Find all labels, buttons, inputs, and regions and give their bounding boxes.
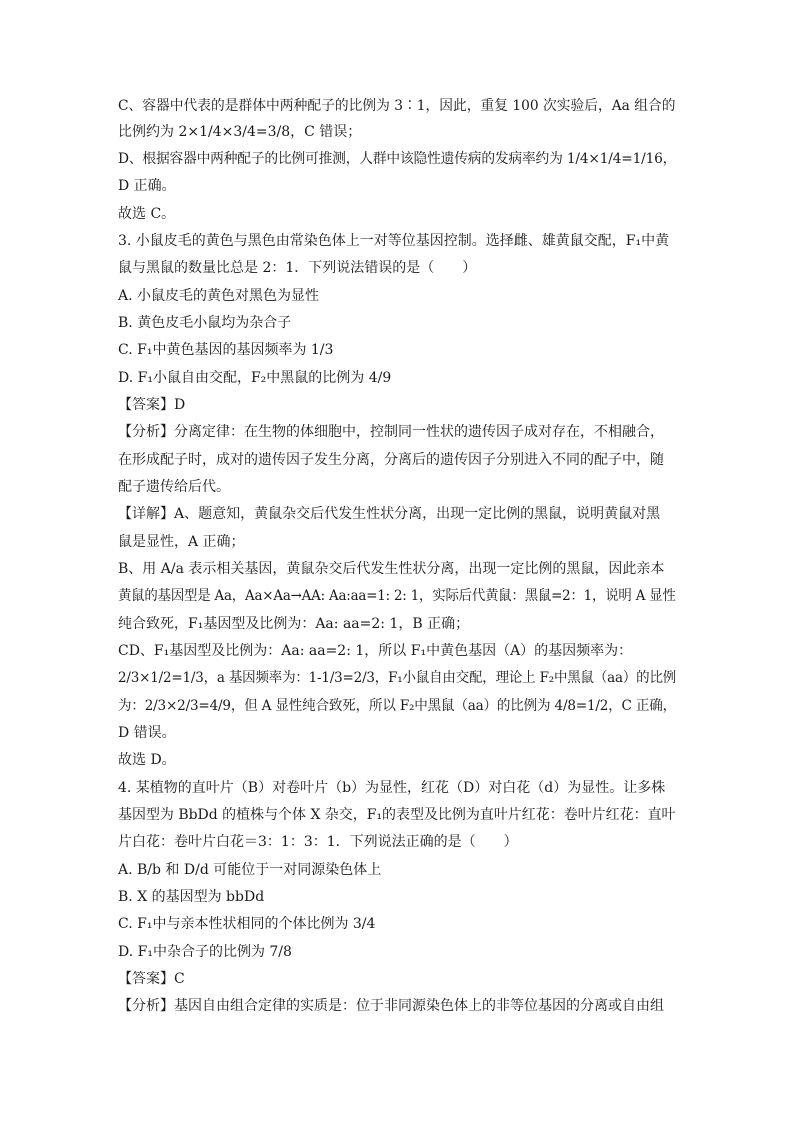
text-line: B、用 A/a 表示相关基因，黄鼠杂交后代发生性状分离，出现一定比例的黑鼠，因此亲本 [118, 561, 665, 577]
text-line: 故选 D。 [118, 752, 176, 768]
text-line: 配子遗传给后代。 [118, 479, 230, 495]
text-line: D 错误。 [118, 725, 176, 741]
text-line: 故选 C。 [118, 206, 176, 222]
option-c: C. F₁中与亲本性状相同的个体比例为 3/4 [118, 916, 376, 932]
text-line: 2/3×1/2=1/3，a 基因频率为：1-1/3=2/3，F₁小鼠自由交配，理论上 F₂中黑鼠（aa）的比例 [118, 670, 677, 686]
text-line: 比例约为 2×1/4×3/4=3/8，C 错误； [118, 124, 362, 140]
text-line: 在形成配子时，成对的遗传因子发生分离，分离后的遗传因子分别进入不同的配子中，随 [118, 452, 664, 468]
analysis-text: 【分析】分离定律：在生物的体细胞中，控制同一性状的遗传因子成对存在，不相融合， [118, 424, 664, 440]
text-line: C、容器中代表的是群体中两种配子的比例为 3∶1，因此，重复 100 次实验后，Aa 组合的 [118, 98, 676, 114]
analysis-text: 【分析】基因自由组合定律的实质是：位于非同源染色体上的非等位基因的分离或自由组 [118, 998, 664, 1014]
option-b: B. X 的基因型为 bbDd [118, 889, 265, 905]
text-line: 片白花：卷叶片白花＝3：1：3：1．下列说法正确的是（ ） [118, 834, 518, 850]
option-a: A. 小鼠皮毛的黄色对黑色为显性 [118, 288, 320, 304]
text-line: D、根据容器中两种配子的比例可推测，人群中该隐性遗传病的发病率约为 1/4×1/4=1/16， [118, 151, 677, 167]
answer-label: 【答案】C [118, 971, 185, 987]
option-d: D. F₁小鼠自由交配，F₂中黑鼠的比例为 4/9 [118, 370, 392, 386]
text-line: 为：2/3×2/3=4/9，但 A 显性纯合致死，所以 F₂中黑鼠（aa）的比例为 4/8=1/2，C 正确， [118, 698, 676, 714]
text-line: 纯合致死，F₁基因型及比例为：Aa: aa=2: 1，B 正确； [118, 616, 470, 632]
option-c: C. F₁中黄色基因的基因频率为 1/3 [118, 342, 334, 358]
option-a: A. B/b 和 D/d 可能位于一对同源染色体上 [118, 862, 382, 878]
option-b: B. 黄色皮毛小鼠均为杂合子 [118, 315, 292, 331]
question-3-stem: 3. 小鼠皮毛的黄色与黑色由常染色体上一对等位基因控制。选择雌、雄黄鼠交配，F₁中黄 [118, 233, 670, 249]
question-4-stem: 4. 某植物的直叶片（B）对卷叶片（b）为显性，红花（D）对白花（d）为显性。让多株 [118, 780, 666, 796]
detail-text: 【详解】A、题意知，黄鼠杂交后代发生性状分离，出现一定比例的黑鼠，说明黄鼠对黑 [118, 506, 661, 522]
text-line: CD、F₁基因型及比例为：Aa: aa=2: 1，所以 F₁中黄色基因（A）的基因频率为： [118, 643, 633, 659]
text-line: 鼠是显性，A 正确； [118, 534, 245, 550]
option-d: D. F₁中杂合子的比例为 7/8 [118, 944, 292, 960]
answer-label: 【答案】D [118, 397, 186, 413]
text-line: 鼠与黑鼠的数量比总是 2：1．下列说法错误的是（ ） [118, 260, 477, 276]
text-line: 基因型为 BbDd 的植株与个体 X 杂交，F₁的表型及比例为直叶片红花：卷叶片红花：直叶 [118, 807, 676, 823]
text-line: 黄鼠的基因型是 Aa，Aa×Aa→AA: Aa:aa=1: 2: 1，实际后代黄鼠：黑鼠=2：1，说明 A 显性 [118, 588, 676, 604]
text-line: D 正确。 [118, 178, 176, 194]
